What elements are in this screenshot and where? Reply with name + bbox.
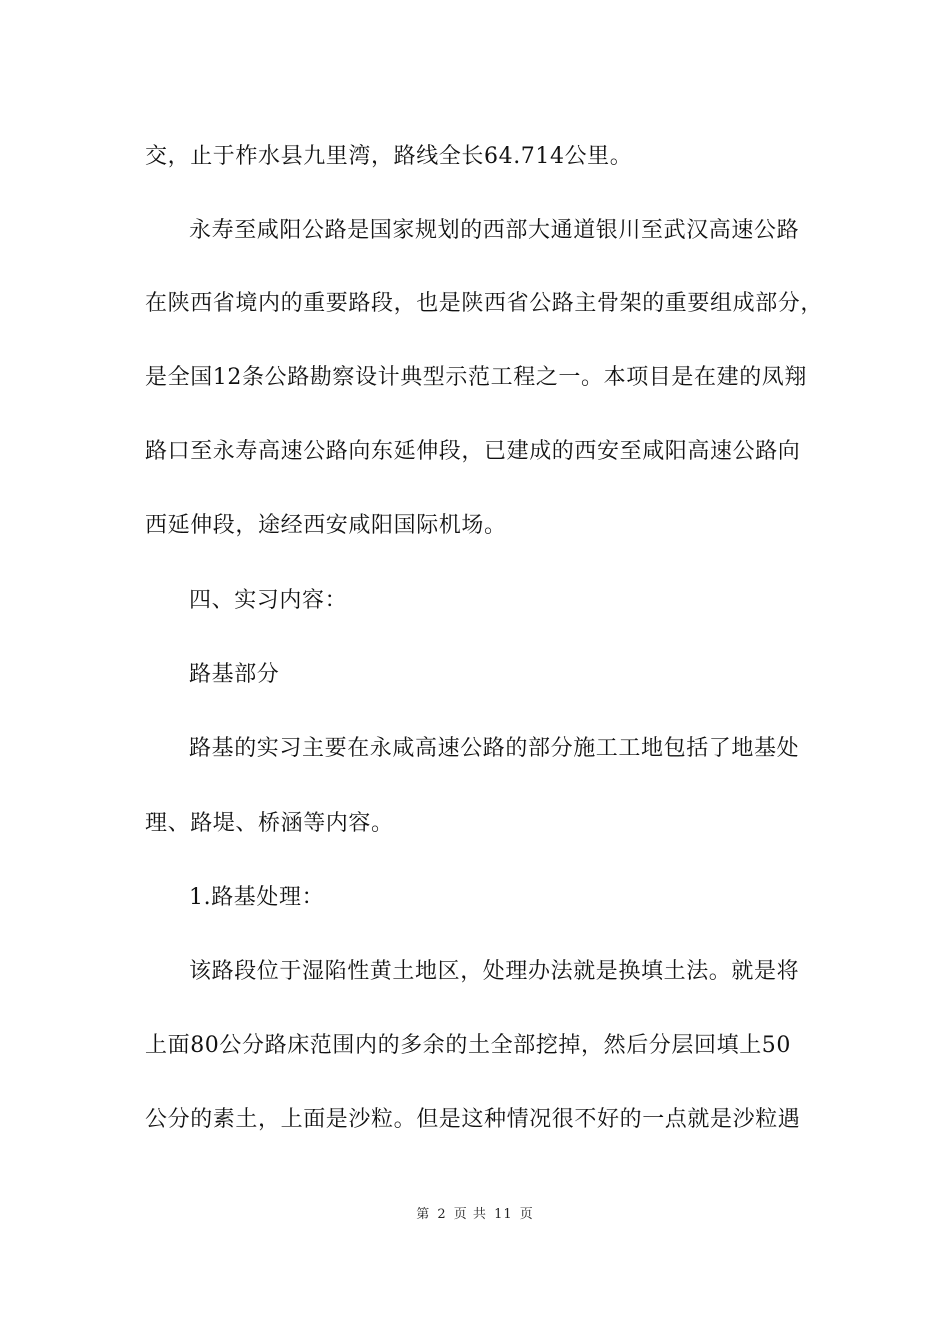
footer-prefix: 第 <box>416 1207 431 1222</box>
text-line-3: 在陕西省境内的重要路段，也是陕西省公路主骨架的重要组成部分， <box>145 291 824 316</box>
text-line-14: 公分的素土，上面是沙粒。但是这种情况很不好的一点就是沙粒遇 <box>145 1107 801 1132</box>
text-line-13: 上面80公分路床范围内的多余的土全部挖掉，然后分层回填上50 <box>145 1033 791 1058</box>
footer-current-page: 2 <box>437 1207 447 1222</box>
text-line-6: 西延伸段，途经西安咸阳国际机场。 <box>145 513 507 538</box>
text-line-1: 交，止于柞水县九里湾，路线全长64.714公里。 <box>145 144 633 169</box>
footer-middle: 页 共 <box>453 1207 487 1222</box>
text-line-10: 理、路堤、桥涵等内容。 <box>145 811 394 836</box>
paragraph-start-line-2: 路基的实习主要在永咸高速公路的部分施工工地包括了地基处 <box>189 736 800 761</box>
subsection-heading: 路基部分 <box>189 662 280 687</box>
section-heading: 四、实习内容： <box>189 588 348 613</box>
paragraph-start-line: 永寿至咸阳公路是国家规划的西部大通道银川至武汉高速公路 <box>189 218 800 243</box>
page-footer <box>0 1206 950 1224</box>
paragraph-start-line-3: 该路段位于湿陷性黄土地区，处理办法就是换填土法。就是将 <box>189 959 800 984</box>
text-line-5: 路口至永寿高速公路向东延伸段，已建成的西安至咸阳高速公路向 <box>145 439 801 464</box>
footer-total-pages: 11 <box>494 1207 513 1222</box>
footer-suffix: 页 <box>519 1207 534 1222</box>
numbered-heading: 1.路基处理： <box>189 885 325 910</box>
text-line-4: 是全国12条公路勘察设计典型示范工程之一。本项目是在建的凤翔 <box>145 365 807 390</box>
